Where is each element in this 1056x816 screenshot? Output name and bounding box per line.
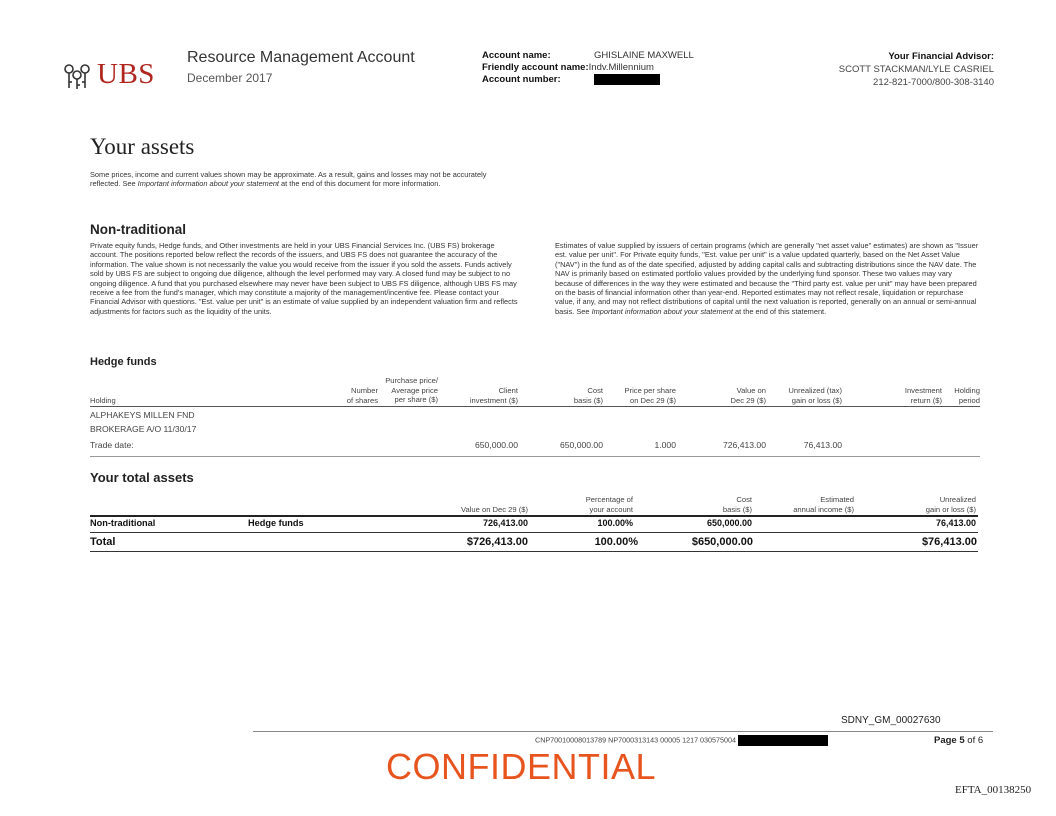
advisor-phone: 212-821-7000/800-308-3140 xyxy=(873,77,994,88)
col-price-line2: per share ($) xyxy=(394,395,438,404)
page-current: 5 xyxy=(959,735,965,746)
total-col-income xyxy=(770,495,854,514)
total-col-cost-line1: Cost xyxy=(736,495,752,504)
col-gain-line2: gain or loss ($) xyxy=(791,395,842,405)
hedge-holding-name: ALPHAKEYS MILLEN FND xyxy=(90,410,195,420)
col-value-line1: Value on xyxy=(736,386,766,395)
total-row-cost: 650,000.00 xyxy=(706,518,752,528)
assets-intro-text-end: at the end of this document for more information. xyxy=(279,179,441,189)
hedge-cost-basis: 650,000.00 xyxy=(559,440,603,450)
col-investment-return xyxy=(860,386,942,405)
col-return-line1: Investment xyxy=(904,386,942,395)
grand-total-value: $726,413.00 xyxy=(466,536,528,548)
total-col-gain xyxy=(890,495,976,514)
hedge-funds-heading: Hedge funds xyxy=(90,356,157,368)
hedge-row-rule xyxy=(90,456,980,457)
total-col-pct-line1: Percentage of xyxy=(585,495,633,504)
total-row-subcategory: Hedge funds xyxy=(248,518,304,528)
total-col-cost xyxy=(690,495,752,514)
col-shares-line2: of shares xyxy=(346,395,378,405)
col-holding: Holding xyxy=(90,396,116,405)
grand-total-cost: $650,000.00 xyxy=(691,536,753,548)
total-col-gain-line2: gain or loss ($) xyxy=(925,504,976,514)
col-client-investment xyxy=(450,386,518,405)
page-label: Page xyxy=(934,735,957,746)
col-price-line1: Average price xyxy=(391,385,438,395)
total-row-value: 726,413.00 xyxy=(482,518,528,528)
statement-period: December 2017 xyxy=(187,71,273,85)
friendly-name-value: Indv.Millennium xyxy=(588,62,654,73)
account-name-value: GHISLAINE MAXWELL xyxy=(594,50,694,61)
col-return-line2: return ($) xyxy=(910,395,942,405)
keys-logo-icon xyxy=(60,61,94,91)
col-gain-line1: Unrealized (tax) xyxy=(788,386,842,395)
col-value-line2: Dec 29 ($) xyxy=(730,395,766,405)
total-col-value: Value on Dec 29 ($) xyxy=(461,505,528,514)
bates-number: SDNY_GM_00027630 xyxy=(841,715,941,726)
efta-number: EFTA_00138250 xyxy=(955,784,1032,796)
col-pps-line1: Price per share xyxy=(624,386,676,395)
assets-intro-text: Some prices, income and current values shown may be approximate. As a result, gains and losses may not be accurately reflected. See xyxy=(90,170,487,189)
total-header-rule xyxy=(90,515,978,517)
total-row-gain: 76,413.00 xyxy=(935,518,976,528)
nontraditional-heading: Non-traditional xyxy=(90,222,186,237)
col-cost-line1: Cost xyxy=(587,386,603,395)
total-col-income-line1: Estimated xyxy=(820,495,854,504)
total-col-gain-line1: Unrealized xyxy=(939,495,976,504)
account-info xyxy=(482,50,694,86)
advisor-label: Your Financial Advisor: xyxy=(888,51,994,62)
hedge-value: 726,413.00 xyxy=(722,440,766,450)
account-number-label: Account number: xyxy=(482,74,561,86)
grand-total-percentage: 100.00% xyxy=(594,536,638,548)
total-col-percentage xyxy=(560,495,633,514)
hedge-unrealized-gain: 76,413.00 xyxy=(803,440,842,450)
footer-rule xyxy=(253,731,993,732)
page-total: of 6 xyxy=(967,735,984,746)
total-row-category: Non-traditional xyxy=(90,518,156,528)
col-purchase-price xyxy=(368,376,438,405)
account-name-label: Account name: xyxy=(482,50,551,61)
hedge-header-rule xyxy=(90,406,980,407)
grand-total-gain: $76,413.00 xyxy=(921,536,977,548)
col-period-line1: Holding xyxy=(954,386,980,395)
important-info-link: Important information about your statement xyxy=(137,179,279,189)
col-holding-period xyxy=(940,386,980,405)
col-unrealized-gain xyxy=(770,386,842,405)
nontraditional-important-link: Important information about your statement xyxy=(591,306,733,316)
friendly-name-label: Friendly account name: xyxy=(482,62,589,73)
assets-intro xyxy=(90,170,510,189)
total-col-cost-line2: basis ($) xyxy=(722,504,752,514)
total-assets-heading: Your total assets xyxy=(90,470,194,485)
col-period-line2: period xyxy=(958,395,980,405)
assets-heading: Your assets xyxy=(90,134,195,159)
statement-title: Resource Management Account xyxy=(187,49,415,66)
hedge-holding-account: BROKERAGE A/O 11/30/17 xyxy=(90,424,197,434)
code-redaction xyxy=(738,735,828,746)
col-client-line2: investment ($) xyxy=(469,395,518,405)
page-number xyxy=(934,735,983,746)
nontraditional-right-body: Estimates of value supplied by issuers of certain programs (which are generally "net asset value" estimates) are shown as "Issuer est. value per unit". For Private equity funds, "Est. value per unit" is a value updated quarterly, based on the Net Asset Value ("NAV") in the fund as of the date specified, adjusted by adding capital calls and subtracting distributions since the NAV date. The NAV is primarily based on estimated portfolio values provided by the underlying fund sponsor. These two values may vary because of differences in the way they were estimated and because the "Third party est. value per unit" may have been prepared on the basis of financial information other than year-end. Reported estimates may not reflect resale, liquidation or repurchase value, if any, and may not reflect distributions of capital until the next valuation is reported, generally on an annual or semi-annual basis. See xyxy=(555,241,979,316)
hedge-price-per-share: 1.000 xyxy=(654,440,676,450)
total-row-percentage: 100.00% xyxy=(597,518,633,528)
grand-total-label: Total xyxy=(90,536,116,548)
col-value xyxy=(700,386,766,405)
confidential-stamp: CONFIDENTIAL xyxy=(386,746,657,787)
total-col-income-line2: annual income ($) xyxy=(793,504,854,514)
col-cost-line2: basis ($) xyxy=(573,395,603,405)
col-price-line0: Purchase price/ xyxy=(385,376,438,385)
trade-date-label: Trade date: xyxy=(90,440,134,450)
col-pps-line2: on Dec 29 ($) xyxy=(629,395,676,405)
document-code-text: CNP70010008013789 NP7000313143 00005 1217 030575004 xyxy=(535,735,737,745)
financial-advisor xyxy=(839,50,994,89)
account-number-redaction xyxy=(594,74,660,85)
advisor-name: SCOTT STACKMAN/LYLE CASRIEL xyxy=(838,64,994,75)
ubs-logo: UBS xyxy=(97,58,155,90)
col-client-line1: Client xyxy=(498,386,518,395)
nontraditional-left-text: Private equity funds, Hedge funds, and Other investments are held in your UBS Financial Services Inc. (UBS FS) brokerage account. The positions reported below reflect the records of the issuers, and UBS FS does not guarantee the accuracy of the information. The value shown is not necessarily the value you would receive from the issuer if you sold the assets. Funds actively sold by UBS FS are subject to ongoing due diligence, although the level performed may vary. A closed fund may be subject to no ongoing diligence. A fund that you purchased elsewhere may never have been subject to UBS FS diligence, although UBS FS may receive a fee from the fund's manager, which may constitute a majority of the management/incentive fee. Please contact your Financial Advisor with questions. "Est. value per unit" is an estimate of value supplied by an independent valuation firm and reflects adjustments for factors such as the liquidity of the units. xyxy=(90,241,518,316)
col-price-per-share xyxy=(610,386,676,405)
grand-total-rule xyxy=(90,551,978,552)
nontraditional-right-text xyxy=(555,241,980,316)
col-shares-line1: Number xyxy=(350,386,378,395)
nontraditional-right-end: at the end of this statement. xyxy=(732,306,827,316)
document-code xyxy=(535,735,828,746)
total-row-rule xyxy=(90,532,978,533)
total-col-pct-line2: your account xyxy=(589,504,633,514)
hedge-client-investment: 650,000.00 xyxy=(474,440,518,450)
col-cost-basis xyxy=(545,386,603,405)
